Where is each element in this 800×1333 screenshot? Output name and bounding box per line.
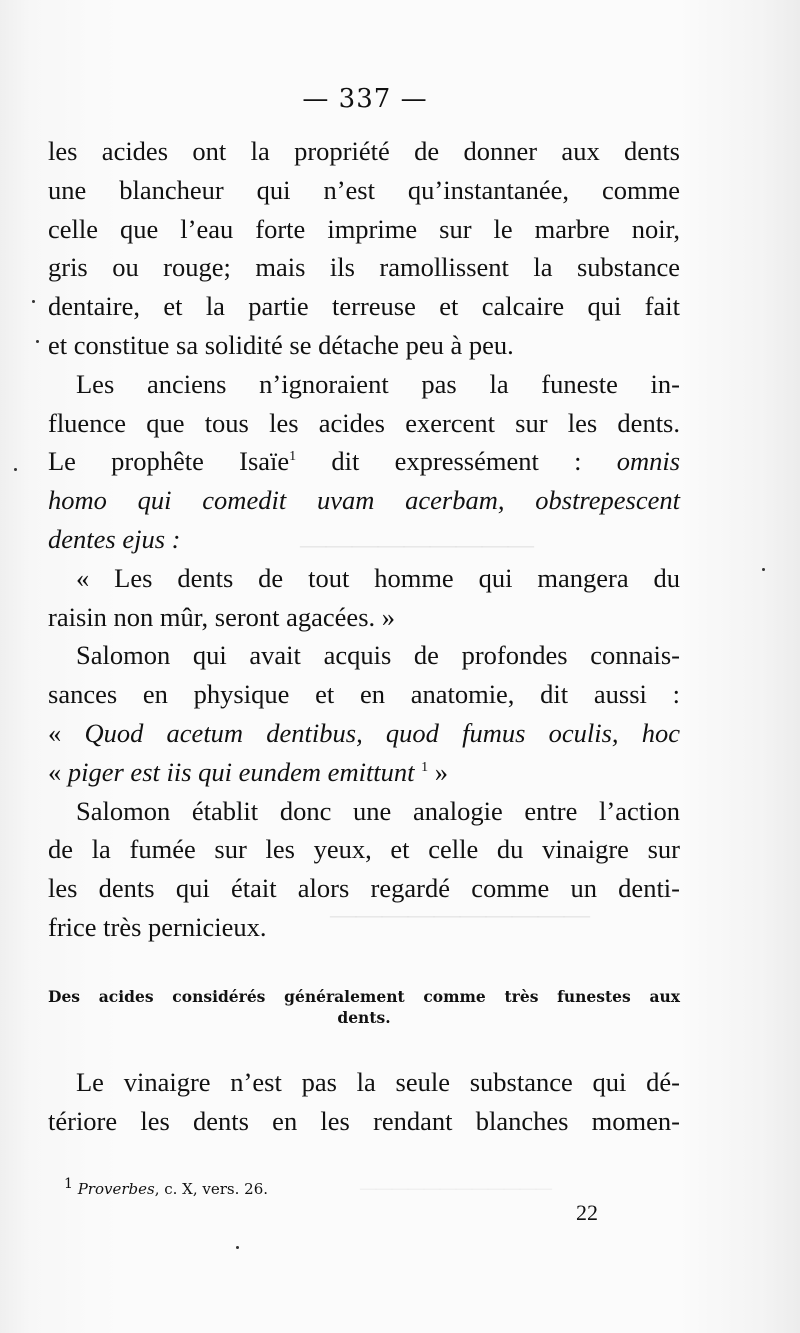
show-through-texture: ———————————— (360, 1180, 552, 1197)
ink-speck (32, 300, 35, 303)
show-through-texture: ————————— (300, 530, 534, 559)
text-line: sances en physique et en anatomie, dit aussi : (48, 679, 680, 710)
page-number: — 337 — (302, 84, 428, 114)
footnote-reference: , c. X, vers. 26. (154, 1180, 269, 1198)
text-fragment: dit expressément : (296, 446, 582, 477)
text-line: « Les dents de tout homme qui mangera du (76, 562, 680, 593)
footnote-marker: 1 (64, 1176, 73, 1192)
footnote (64, 1176, 269, 1198)
footnote-ref: 1 (289, 449, 297, 465)
footnote-title: Proverbes (77, 1180, 155, 1198)
text-line: Le vinaigre n’est pas la seule substance qui dé- (76, 1067, 680, 1097)
section-heading (48, 986, 680, 1028)
paragraph-4 (48, 792, 680, 947)
text-line: tériore les dents en les rendant blanches momen- (48, 1105, 680, 1136)
ink-speck (14, 468, 17, 471)
latin-quote: piger est iis qui eundem emittunt (67, 756, 415, 787)
footnote-ref: 1 (421, 759, 429, 775)
text-line: gris ou rouge; mais ils ramollissent la substance (48, 252, 680, 283)
text-line: dentaire, et la partie terreuse et calcaire qui fait (48, 291, 680, 322)
heading-line: dents. (337, 1008, 391, 1027)
latin-quote: omnis (616, 446, 681, 477)
latin-quote-line: homo qui comedit uvam acerbam, obstrepescent (48, 485, 680, 516)
text-line: Salomon établit donc une analogie entre l’action (76, 795, 680, 826)
text-line: et constitue sa solidité se détache peu à peu. (48, 329, 514, 360)
text-line: Les anciens n’ignoraient pas la funeste in- (76, 368, 680, 399)
ink-speck (236, 1246, 239, 1249)
text-line: celle que l’eau forte imprime sur le marbre noir, (48, 213, 680, 244)
text-line (48, 442, 680, 481)
text-line: Salomon qui avait acquis de profondes connais- (76, 640, 680, 671)
quote-mark: « (48, 717, 62, 748)
ink-speck (762, 568, 765, 571)
text-line: les acides ont la propriété de donner aux dents (48, 136, 680, 166)
main-text (48, 132, 680, 947)
text-line (48, 714, 680, 753)
paragraph-3 (48, 636, 680, 791)
signature-mark: 22 (576, 1200, 598, 1225)
quote-mark: » (434, 756, 449, 787)
text-line: raisin non mûr, seront agacées. » (48, 601, 396, 632)
heading-line: Des acides considérés généralement comme très funestes aux (48, 987, 680, 1006)
text-line: les dents qui était alors regardé comme un denti- (48, 873, 680, 904)
text-fragment: Le prophête Isaïe (48, 446, 290, 477)
quote-mark: « (48, 756, 62, 787)
text-line: frice très pernicieux. (48, 911, 267, 942)
ink-speck (36, 340, 39, 343)
show-through-texture: —————————— (330, 900, 590, 929)
paragraph-1 (48, 132, 680, 365)
closing-paragraph (48, 1063, 680, 1141)
latin-quote-line: dentes ejus : (48, 523, 181, 554)
text-line: fluence que tous les acides exercent sur les dents. (48, 407, 680, 438)
text-line: de la fumée sur les yeux, et celle du vinaigre sur (48, 834, 680, 865)
paragraph-2 (48, 365, 680, 637)
text-line (48, 753, 680, 792)
text-line: une blancheur qui n’est qu’instantanée, comme (48, 174, 680, 205)
latin-quote: Quod acetum dentibus, quod fumus oculis, hoc (84, 717, 680, 748)
